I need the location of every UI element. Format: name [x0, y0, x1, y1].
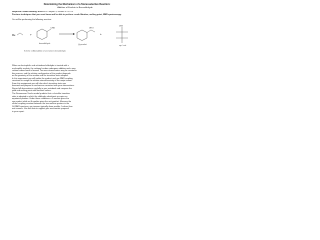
product-2-caption: syn / anti	[119, 45, 127, 47]
reactant-1-label: Me	[12, 34, 16, 37]
plus-sign: +	[30, 32, 32, 37]
product-1-structure	[77, 28, 95, 47]
paragraph-mechanism: When an electrophilic and unhindered aldehyde is treated with a nucleophilic enolate, the carbonyl carbon undergoes addition and a new carbon-carbon bond is formed. Two new stereocentres may be created in this process, and the relative configuration of the product depends on the geometry of the enolate and the transition state adopted. In this experiment you will isolate the product and use NMR coupling constants to assign the relative stereochemistry of the major isomer. From this assignment you will infer which transition state was favoured and propose a mechanism consistent with your observations. Record all observations carefully in your notebook and compare the yield and melting point with literature values.	[12, 65, 77, 92]
techniques-note: Previous techniques that you must know and be able to perform: crude filtration, melting point, NMR spectroscopy.	[12, 14, 122, 17]
reactant-2-structure	[37, 28, 55, 46]
reactant-1-structure	[12, 33, 23, 37]
document-title: Determining the Mechanism of a Stereoselective Reaction:	[43, 3, 111, 6]
plus-sign-2: +	[100, 32, 102, 36]
reading-label: Required Prelab Reading:	[12, 10, 38, 13]
product-1-caption: (±)-product	[78, 44, 87, 46]
product-2-top: CH3	[119, 25, 123, 28]
product-1-group: OH O	[89, 27, 94, 30]
intro-sentence: You will be performing the following reaction:	[12, 19, 52, 22]
product-2-structure	[116, 26, 128, 48]
reactant-2-caption: benzaldehyde	[39, 43, 51, 45]
paragraph-stereochemistry: The Zimmerman-Traxler model predicts that a chair-like transition state is adopted in which the aldehyde substituent occupies an equatorial position. Under these conditions a Z-enolate gives the syn product while an E-enolate gives the anti product. Measure the vicinal coupling constant between the two methine protons in the 1H NMR spectrum: syn isomers typically show smaller J values than anti isomers. Use this data to support your mechanistic proposal in your report.	[12, 93, 73, 113]
reactant-2-group: CHO	[50, 27, 55, 30]
document-page	[0, 0, 149, 198]
scheme-footnote: Scheme 1. Aldol addition of an enolate to benzaldehyde.	[24, 50, 67, 53]
document-subtitle: Addition of Enolate to Benzaldehyde	[57, 7, 93, 9]
reading-text: Addison's Chapter 3, section 3.2 & 3.3	[37, 10, 74, 13]
reaction-scheme	[10, 23, 140, 53]
reading-line	[12, 11, 138, 14]
reaction-arrow	[59, 33, 75, 35]
